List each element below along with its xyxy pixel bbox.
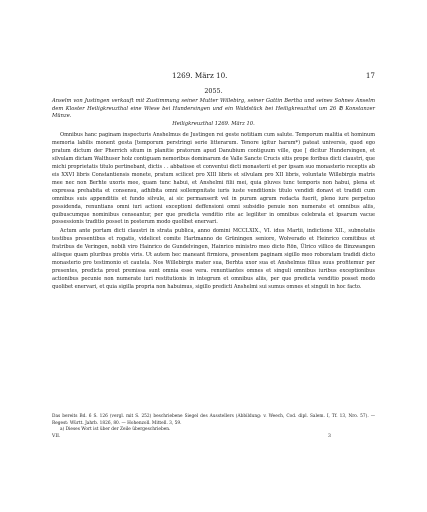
signature-mark: VII. bbox=[52, 434, 61, 439]
document-number: 2055. bbox=[204, 87, 223, 95]
seal-note: Das bereits Bd. 6 S. 126 (vergl. mit S. 252) beschriebene Siegel des Ausstellers (Abbildung: v. Weech, Cod. dipl. Salem. I, Tf. 13, Nro. 57). — Regest: Württ. Jahrb. 1826, 80. — Hohenzoll. Mittell. 3, 59. bbox=[52, 414, 375, 426]
header-date: 1269. März 10. bbox=[172, 71, 228, 80]
charter-paragraph: Omnibus hanc paginam inspecturis Anshelmus de Justingen rei geste notitiam cum salute. Temporum malitia et hominum memoria labilis monent gesta [temporum perstringi serie litterarum. Tenore igitur harum*) pateat universis, quod ego pratum dictum der Pherrich situm in planitie pratorum apud Danubium contiguum ville, que [ dicitur Hundersingen, et silvulam dictam Walthuser holz contiguam nemoribus dominarum de Valle Sancte Crucis sitis prope foribus dicti claustri, que michi proprietatis titulo pertinebant, dictis . . abbatisse et conventui dicti monasterii et per ipsam suo monasterio receptis ab eis XXVI libris Constantiensis monete, pratum scilicet pro XIII libris et silvulam pro XII libris, voluntate Willebirgis matris mee nec non Berhte uxoris mee, quam tunc habui, et Anshelmi filii mei, quia pluves tunc temporis non habui, plena et expressa prehabita et consensu, adhibita omni sollempnitate iuris iuste venditionis titulo vendidi donavi et tradidi cum omnibus suis appenditiis et fundo silvule, ai sic permanserit vel in purum agrum redacta fuerit, pleno iure perpetuo possidenda, renuntians omni iuri actioni exceptioni deffensioni omni subsidio penuie non numerate et omnibus aliis, quibuscumque nominibus censeantur, per que predicta venditio rite ac legiliter in omnibus celebrata et ipsarum vacue possessionis traditio posset in posterum modo quolibet enervari. bbox=[52, 132, 375, 226]
sheet-number: 3 bbox=[328, 434, 331, 439]
charter-text bbox=[52, 132, 375, 292]
page-footer bbox=[52, 434, 375, 442]
place-and-date: Heiligkreuzthal 1269. März 10. bbox=[172, 121, 255, 127]
footnotes bbox=[52, 414, 375, 434]
footnote-a: a) Dieses Wort ist über der Zeile übergeschrieben. bbox=[60, 427, 171, 433]
regest-summary: Anselm von Justingen verkauft mit Zustimmung seiner Mutter Willebirg, seiner Gattin Bertha und seines Sohnes Anselm dem Kloster Heiligkreuzthal eine Wiese bei Hundersingen und ein Waldstück bei Heiligkreuzthal um 26 ℔ Konstanzer Münze. bbox=[52, 98, 375, 120]
page-number: 17 bbox=[365, 71, 375, 80]
charter-paragraph: Actum ante portam dicti claustri in strata publica, anno domini MCCLXIX., VI. idus Martii, indictione XII., subnotatis testibus presentibus et rogatis, videlicet comite Hartmanno de Grüningen seniore, Wolverado et Heinrico comitibus et fratribus de Veringen, nobili viro Hainrico de Gundelvingen, Hainrico ministro meo dicto Rön, Ülrico villico de Binzwangen aliisque quam pluribus probis viris. Ut autem hec maneant firmiora, presentem paginam sigillo meo roboratam tradidi dicto monasterio pro testimonio et cautela. Nos Willebirgis mater sua, Berhta uxor sua et Anshelmus filius suus profitemur per presentes, predicta prout premissa sunt omnia esse vera. renuntiantes omnes et singuli omnibus iuribus exceptionibus actionibus pecunie non numerate iuri restitutionis in integrum et omnibus aliis, per que predicta venditio posset modo quolibet enervari, et quia sigilla propria non habuimus, sigillo predicti Anshelmi sui sumus omnes et singuli in hoc facto. bbox=[52, 227, 375, 290]
running-head bbox=[52, 71, 375, 81]
